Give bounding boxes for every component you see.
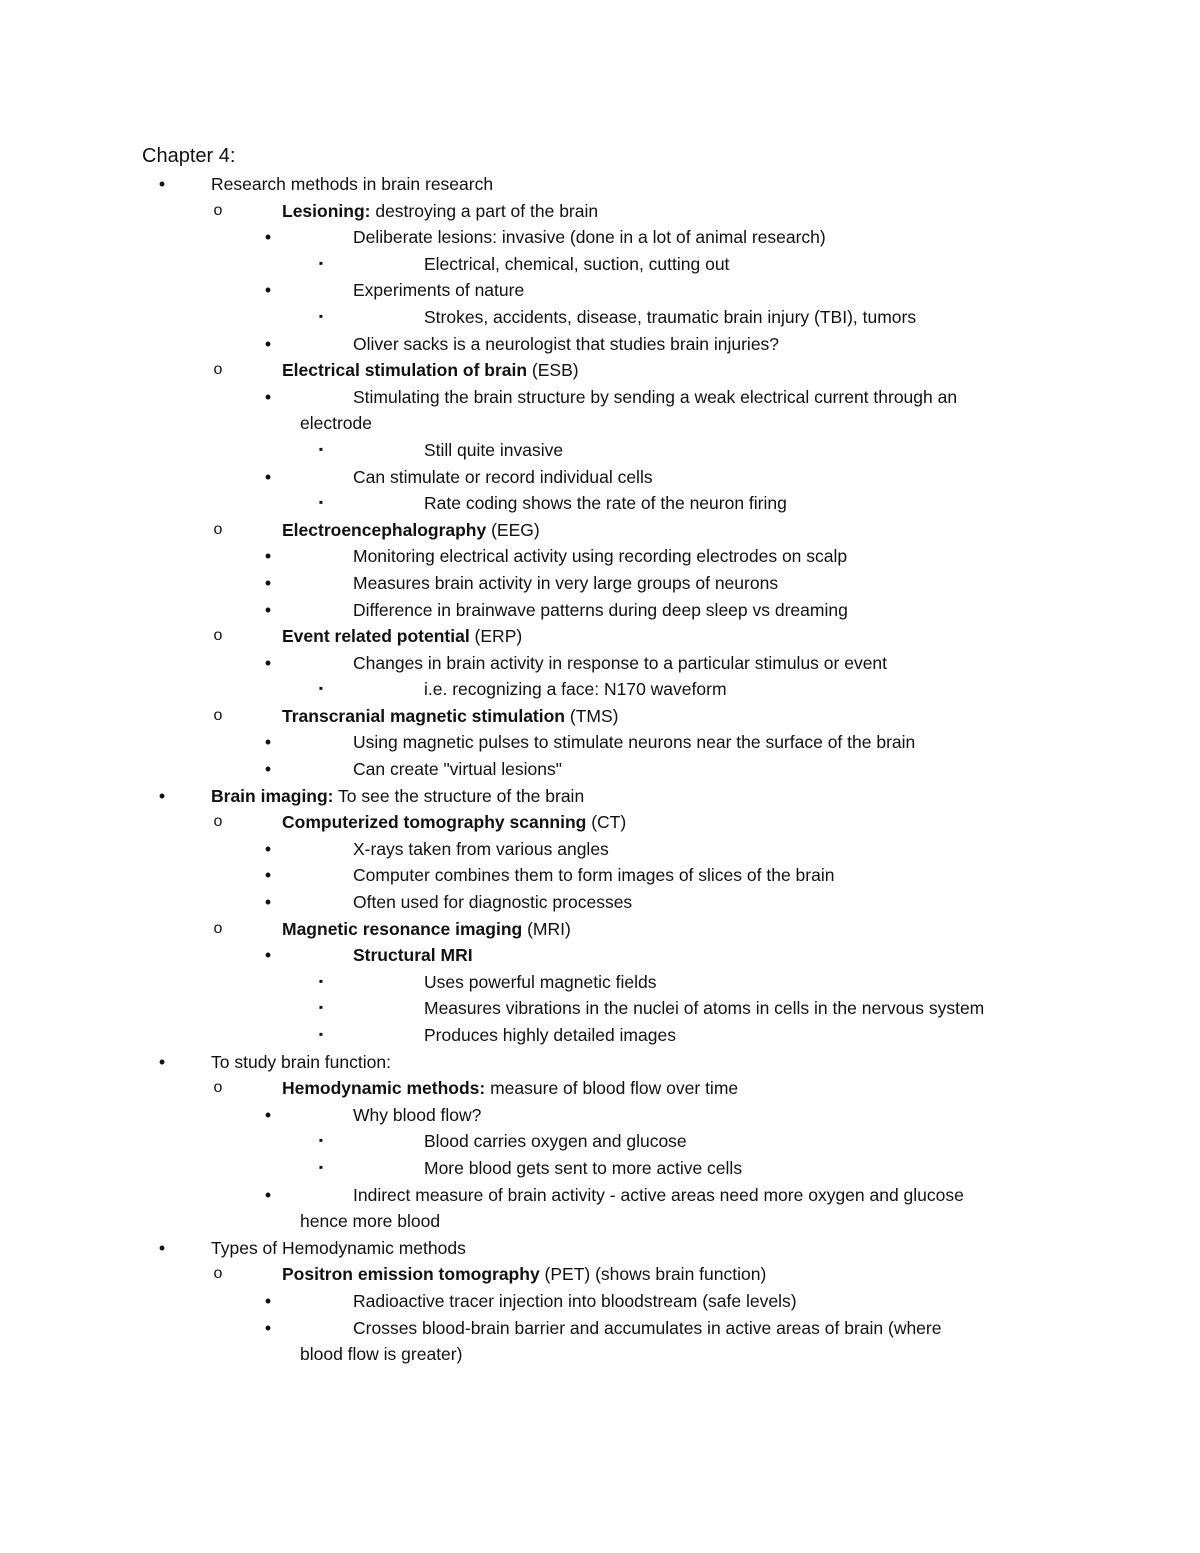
outline-item-level-3 xyxy=(0,836,1200,863)
square-bullet-icon: ▪ xyxy=(318,973,324,988)
bullet-icon: • xyxy=(264,652,272,673)
outline-item-level-3 xyxy=(0,1315,1200,1342)
outline-item-bold-term: Electroencephalography xyxy=(282,519,487,540)
bullet-icon: • xyxy=(264,1290,272,1311)
outline-item-bold-term: Positron emission tomography xyxy=(282,1264,540,1285)
bullet-icon: • xyxy=(264,838,272,859)
outline-item-level-4 xyxy=(0,1155,1200,1182)
outline-item-text xyxy=(353,650,887,677)
outline-item-body: (CT) xyxy=(586,812,627,833)
outline-item-level-4 xyxy=(0,1128,1200,1155)
outline-item-body: Oliver sacks is a neurologist that studies brain injuries? xyxy=(353,333,780,354)
outline-item-text xyxy=(424,1022,676,1049)
outline-item-text xyxy=(282,1075,738,1102)
outline-item-text xyxy=(353,224,826,251)
square-bullet-icon: ▪ xyxy=(318,1027,324,1041)
outline-item-body: (ERP) xyxy=(469,626,523,647)
square-bullet-icon: ▪ xyxy=(318,441,324,456)
outline-item-body: (MRI) xyxy=(522,918,571,939)
square-bullet-icon: ▪ xyxy=(318,681,324,696)
outline-item-level-1 xyxy=(0,783,1200,810)
outline-item-level-2 xyxy=(0,1261,1200,1288)
outline-item-text xyxy=(282,623,522,650)
square-bullet-icon: ▪ xyxy=(318,255,324,270)
notes-outline xyxy=(0,171,1200,1368)
bullet-icon: • xyxy=(264,280,272,301)
outline-item-text xyxy=(282,357,579,384)
outline-item-text xyxy=(424,995,984,1022)
outline-item-level-3 xyxy=(0,570,1200,597)
bullet-icon: • xyxy=(264,572,272,593)
outline-item-text xyxy=(282,703,618,730)
outline-item-body: Measures vibrations in the nuclei of atoms in cells in the nervous system xyxy=(424,998,985,1019)
outline-item-level-3 xyxy=(0,1288,1200,1315)
outline-item-text xyxy=(353,1102,481,1129)
outline-item-body: Rate coding shows the rate of the neuron firing xyxy=(424,493,787,514)
outline-item-text xyxy=(353,862,834,889)
outline-item-body: Computer combines them to form images of slices of the brain xyxy=(353,865,835,886)
outline-item-bold-term: Computerized tomography scanning xyxy=(282,812,587,833)
outline-item-text xyxy=(353,570,778,597)
outline-item-text xyxy=(424,676,727,703)
outline-item-level-2 xyxy=(0,623,1200,650)
chapter-title: Chapter 4: xyxy=(142,145,236,167)
outline-item-text xyxy=(353,384,957,411)
square-bullet-icon: ▪ xyxy=(318,1159,324,1174)
outline-item-level-4 xyxy=(0,676,1200,703)
outline-item-body: To study brain function: xyxy=(211,1051,391,1072)
outline-item-level-1 xyxy=(0,1049,1200,1076)
outline-item-body: Electrical, chemical, suction, cutting out xyxy=(424,253,730,274)
outline-item-level-2 xyxy=(0,198,1200,225)
outline-item-body: Measures brain activity in very large groups of neurons xyxy=(353,572,779,593)
outline-item-level-3 xyxy=(0,862,1200,889)
outline-item-body: Blood carries oxygen and glucose xyxy=(424,1131,687,1152)
outline-item-bold-term: Lesioning: xyxy=(282,200,371,221)
bullet-icon: • xyxy=(264,546,272,567)
outline-item-text xyxy=(211,783,584,810)
outline-item-body: Radioactive tracer injection into bloodstream (safe levels) xyxy=(353,1290,797,1311)
outline-item-text xyxy=(353,1182,964,1209)
outline-item-body: Crosses blood-brain barrier and accumulates in active areas of brain (where xyxy=(353,1317,942,1338)
outline-item-text xyxy=(282,809,626,836)
bullet-icon: • xyxy=(264,1184,272,1205)
bullet-icon: • xyxy=(264,333,272,354)
outline-item-level-3 xyxy=(0,1182,1200,1209)
outline-item-body: Difference in brainwave patterns during deep sleep vs dreaming xyxy=(353,599,848,620)
circle-bullet-icon: o xyxy=(213,520,223,538)
circle-bullet-icon: o xyxy=(213,201,223,219)
outline-item-level-3 xyxy=(0,464,1200,491)
outline-item-level-3 xyxy=(0,543,1200,570)
circle-bullet-icon: o xyxy=(213,1079,223,1097)
outline-item-body: Uses powerful magnetic fields xyxy=(424,971,657,992)
bullet-icon: • xyxy=(264,1317,272,1338)
outline-item-bold-term: Magnetic resonance imaging xyxy=(282,918,523,939)
outline-item-level-3 xyxy=(0,889,1200,916)
outline-item-body: Produces highly detailed images xyxy=(424,1025,676,1045)
outline-item-text xyxy=(282,198,598,225)
outline-item-body: (EEG) xyxy=(486,519,540,540)
outline-item-text xyxy=(353,543,847,570)
outline-item-text xyxy=(353,1288,797,1315)
bullet-icon: • xyxy=(264,599,272,620)
outline-item-continuation xyxy=(0,1208,1200,1235)
outline-item-body: (ESB) xyxy=(527,360,579,381)
outline-item-level-2 xyxy=(0,809,1200,836)
outline-item-continuation xyxy=(0,1341,1200,1368)
outline-item-body: Still quite invasive xyxy=(424,439,564,460)
square-bullet-icon: ▪ xyxy=(318,495,324,510)
outline-item-body: (PET) (shows brain function) xyxy=(539,1264,767,1285)
bullet-icon: • xyxy=(158,1051,166,1072)
outline-item-body: To see the structure of the brain xyxy=(333,785,585,806)
outline-item-level-3 xyxy=(0,756,1200,783)
outline-item-text xyxy=(424,490,787,517)
outline-item-text xyxy=(353,1315,941,1342)
square-bullet-icon: ▪ xyxy=(318,308,324,323)
outline-item-level-1 xyxy=(0,1235,1200,1262)
outline-item-level-4 xyxy=(0,490,1200,517)
bullet-icon: • xyxy=(158,174,166,194)
outline-item-level-2 xyxy=(0,357,1200,384)
outline-item-bold-term: Event related potential xyxy=(282,626,470,647)
circle-bullet-icon: o xyxy=(213,706,223,724)
square-bullet-icon: ▪ xyxy=(318,1000,324,1015)
outline-item-level-2 xyxy=(0,517,1200,544)
outline-item-level-3 xyxy=(0,729,1200,756)
outline-item-body: Often used for diagnostic processes xyxy=(353,892,633,913)
outline-item-body: Indirect measure of brain activity - active areas need more oxygen and glucose xyxy=(353,1184,964,1205)
outline-item-body: Can create "virtual lesions" xyxy=(353,759,562,780)
outline-item-level-2 xyxy=(0,916,1200,943)
bullet-icon: • xyxy=(264,759,272,780)
outline-item-text xyxy=(282,517,540,544)
outline-item-bold-term: Electrical stimulation of brain xyxy=(282,360,528,381)
circle-bullet-icon: o xyxy=(213,1265,223,1283)
outline-item-body: Stimulating the brain structure by sending a weak electrical current through an xyxy=(353,386,958,407)
outline-item-body: Experiments of nature xyxy=(353,280,525,301)
outline-item-level-4 xyxy=(0,437,1200,464)
outline-item-body: Monitoring electrical activity using recording electrodes on scalp xyxy=(353,546,848,567)
bullet-icon: • xyxy=(264,892,272,913)
outline-item-level-3 xyxy=(0,597,1200,624)
outline-item-body: measure of blood flow over time xyxy=(485,1078,739,1099)
bullet-icon: • xyxy=(264,945,272,966)
outline-item-body: Why blood flow? xyxy=(353,1104,482,1125)
bullet-icon: • xyxy=(264,466,272,487)
outline-item-continuation xyxy=(0,410,1200,437)
outline-item-body: Deliberate lesions: invasive (done in a lot of animal research) xyxy=(353,227,826,248)
bullet-icon: • xyxy=(264,227,272,248)
outline-item-body: Types of Hemodynamic methods xyxy=(211,1237,466,1258)
outline-item-text xyxy=(424,969,656,996)
outline-item-text xyxy=(424,437,563,464)
outline-item-level-3 xyxy=(0,224,1200,251)
outline-item-level-3 xyxy=(0,331,1200,358)
outline-item-level-3 xyxy=(0,942,1200,969)
outline-item-text xyxy=(211,171,493,198)
outline-item-level-1 xyxy=(0,171,1200,198)
bullet-icon: • xyxy=(264,1104,272,1125)
outline-item-body: (TMS) xyxy=(565,705,619,726)
outline-item-body: Can stimulate or record individual cells xyxy=(353,466,653,487)
outline-item-level-4 xyxy=(0,1022,1200,1049)
outline-item-body: X-rays taken from various angles xyxy=(353,838,609,859)
outline-item-level-4 xyxy=(0,304,1200,331)
outline-item-text xyxy=(353,277,524,304)
outline-item-level-3 xyxy=(0,384,1200,411)
bullet-icon: • xyxy=(264,386,272,407)
outline-item-text xyxy=(353,756,562,783)
outline-item-level-4 xyxy=(0,969,1200,996)
bullet-icon: • xyxy=(158,785,166,806)
bullet-icon: • xyxy=(158,1237,166,1258)
outline-item-level-2 xyxy=(0,1075,1200,1102)
outline-item-continuation-text: electrode xyxy=(300,413,372,434)
outline-item-body: Using magnetic pulses to stimulate neurons near the surface of the brain xyxy=(353,732,916,753)
outline-item-text xyxy=(424,304,916,331)
outline-item-text xyxy=(282,916,571,943)
outline-item-body: Changes in brain activity in response to a particular stimulus or event xyxy=(353,652,888,673)
outline-item-body: More blood gets sent to more active cells xyxy=(424,1157,743,1178)
outline-item-text xyxy=(353,889,632,916)
outline-item-continuation-text: blood flow is greater) xyxy=(300,1344,463,1365)
outline-item-bold-term: Transcranial magnetic stimulation xyxy=(282,705,565,726)
outline-item-text xyxy=(353,942,473,969)
outline-item-bold-term: Brain imaging: xyxy=(211,785,334,806)
outline-item-level-4 xyxy=(0,995,1200,1022)
outline-item-text xyxy=(424,251,729,278)
outline-item-level-3 xyxy=(0,277,1200,304)
outline-item-level-2 xyxy=(0,703,1200,730)
outline-item-body: Research methods in brain research xyxy=(211,174,494,194)
bullet-icon: • xyxy=(264,732,272,753)
outline-item-text xyxy=(211,1235,466,1262)
bullet-icon: • xyxy=(264,865,272,886)
outline-item-text xyxy=(282,1261,766,1288)
outline-item-text xyxy=(424,1155,742,1182)
outline-item-body: i.e. recognizing a face: N170 waveform xyxy=(424,679,727,700)
outline-item-text xyxy=(353,464,653,491)
outline-item-body: destroying a part of the brain xyxy=(370,200,599,221)
outline-item-text xyxy=(353,331,779,358)
circle-bullet-icon: o xyxy=(213,361,223,379)
outline-item-text xyxy=(211,1049,391,1076)
outline-item-bold-term: Hemodynamic methods: xyxy=(282,1078,486,1099)
outline-item-level-3 xyxy=(0,1102,1200,1129)
square-bullet-icon: ▪ xyxy=(318,1133,324,1148)
outline-item-text xyxy=(353,836,609,863)
circle-bullet-icon: o xyxy=(213,627,223,645)
outline-item-text xyxy=(353,597,848,624)
outline-item-text xyxy=(424,1128,687,1155)
outline-item-continuation-text: hence more blood xyxy=(300,1211,441,1232)
outline-item-level-4 xyxy=(0,251,1200,278)
outline-item-body: Strokes, accidents, disease, traumatic brain injury (TBI), tumors xyxy=(424,306,917,327)
outline-item-bold-term: Structural MRI xyxy=(353,945,473,966)
outline-item-text xyxy=(353,729,915,756)
outline-item-level-3 xyxy=(0,650,1200,677)
circle-bullet-icon: o xyxy=(213,919,223,937)
circle-bullet-icon: o xyxy=(213,813,223,831)
